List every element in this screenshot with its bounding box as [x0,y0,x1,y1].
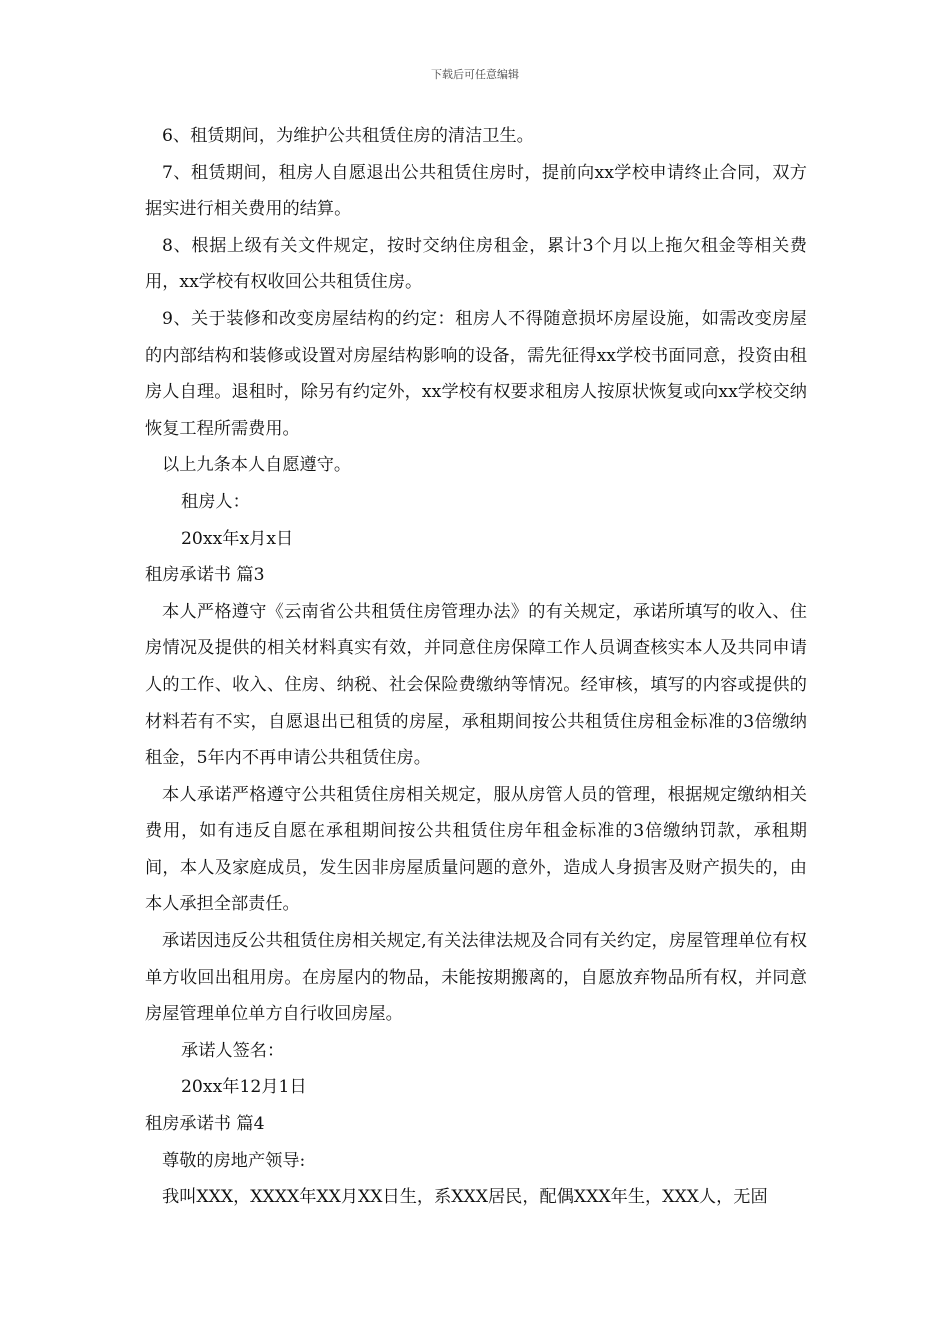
paragraph: 8、根据上级有关文件规定，按时交纳住房租金，累计3个月以上拖欠租金等相关费用，xx学校有权收回公共租赁住房。 [145,235,807,293]
signature-label: 租房人： [181,491,250,512]
paragraph: 以上九条本人自愿遵守。 [162,455,352,476]
document-body [145,118,807,1216]
signature-date: 20xx年x月x日 [181,528,294,549]
paragraph: 9、关于装修和改变房屋结构的约定：租房人不得随意损坏房屋设施，如需改变房屋的内部结构和装修或设置对房屋结构影响的设备，需先征得xx学校书面同意，投资由租房人自理。退租时，除另有约定外，xx学校有权要求租房人按原状恢复或向xx学校交纳恢复工程所需费用。 [145,308,807,439]
paragraph: 承诺因违反公共租赁住房相关规定,有关法律法规及合同有关约定，房屋管理单位有权单方收回出租用房。在房屋内的物品，未能按期搬离的，自愿放弃物品所有权，并同意房屋管理单位单方自行收回房屋。 [145,931,807,1025]
paragraph: 本人严格遵守《云南省公共租赁住房管理办法》的有关规定，承诺所填写的收入、住房情况及提供的相关材料真实有效，并同意住房保障工作人员调查核实本人及共同申请人的工作、收入、住房、纳税、社会保险费缴纳等情况。经审核，填写的内容或提供的材料若有不实，自愿退出已租赁的房屋，承租期间按公共租赁住房租金标准的3倍缴纳租金，5年内不再申请公共租赁住房。 [145,601,807,769]
salutation: 尊敬的房地产领导: [162,1150,306,1171]
paragraph: 本人承诺严格遵守公共租赁住房相关规定，服从房管人员的管理，根据规定缴纳相关费用，如有违反自愿在承租期间按公共租赁住房年租金标准的3倍缴纳罚款，承租期间，本人及家庭成员，发生因非房屋质量问题的意外，造成人身损害及财产损失的，由本人承担全部责任。 [145,784,807,915]
section-heading: 租房承诺书 篇4 [145,1114,265,1135]
section-heading: 租房承诺书 篇3 [145,565,265,586]
signature-date: 20xx年12月1日 [181,1077,307,1098]
paragraph: 7、租赁期间，租房人自愿退出公共租赁住房时，提前向xx学校申请终止合同，双方据实进行相关费用的结算。 [145,162,807,220]
header-note: 下载后可任意编辑 [431,68,519,81]
paragraph: 我叫XXX，XXXX年XX月XX日生，系XXX居民，配偶XXX年生，XXX人，无固 [162,1187,768,1208]
signature-label: 承诺人签名： [181,1040,285,1061]
paragraph: 6、租赁期间，为维护公共租赁住房的清洁卫生。 [162,126,534,146]
